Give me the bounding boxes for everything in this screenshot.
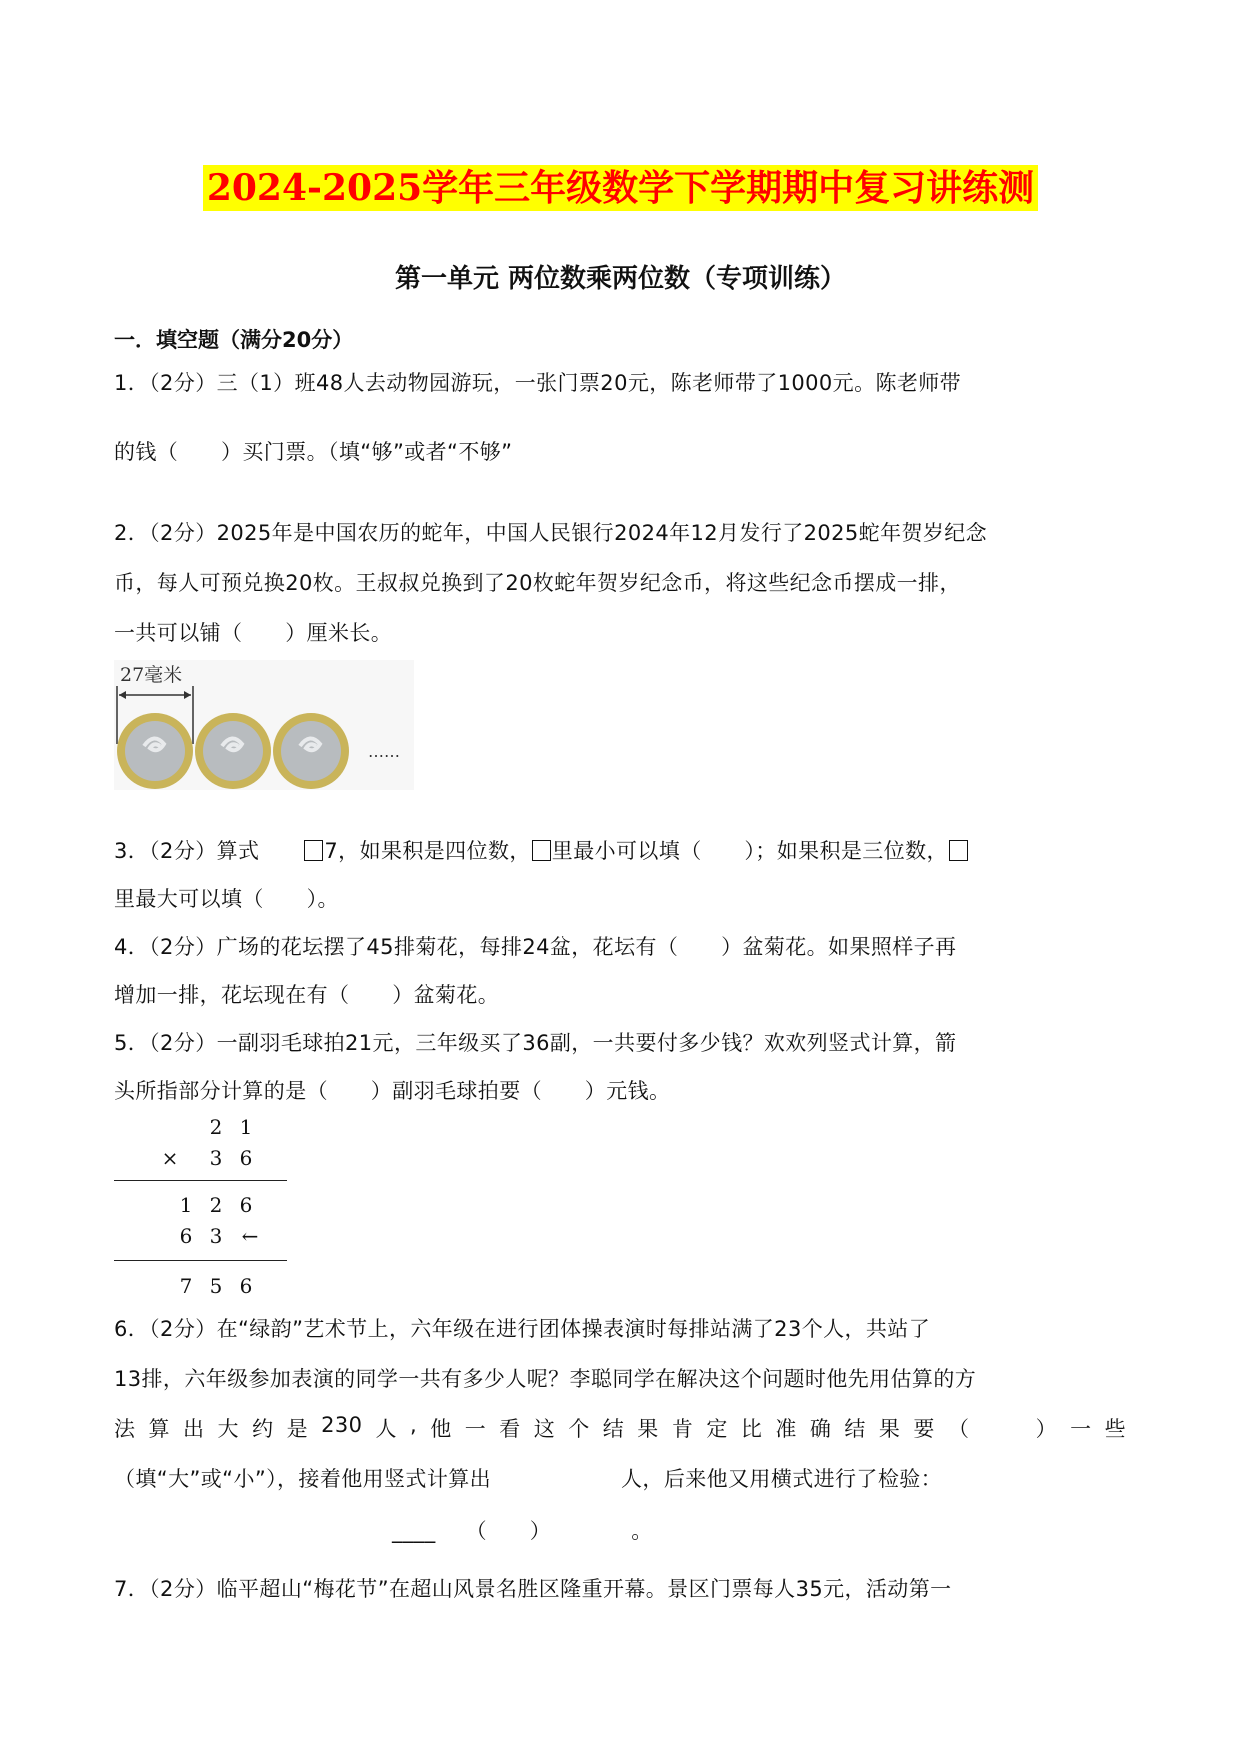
document-title: 2024-2025学年三年级数学下学期期中复习讲练测: [0, 160, 1241, 211]
q6-char: 230: [321, 1413, 363, 1437]
q4-line-2: 增加一排，花坛现在有（ ）盆菊花。: [114, 983, 500, 1007]
coin-ellipsis: ……: [368, 742, 400, 761]
q6-char: 一: [1070, 1417, 1092, 1441]
q6-char: 法: [114, 1417, 136, 1441]
q1-line-2: 的钱（ ）买门票。（填“够”或者“不够”: [114, 440, 513, 464]
calc-digit: 5: [209, 1274, 223, 1298]
section-heading: 一．填空题（满分20分）: [114, 328, 354, 352]
calc-digit: 3: [209, 1224, 223, 1248]
q3-box-3: [949, 840, 968, 861]
coin-figure: [114, 660, 414, 790]
calc-digit: 6: [239, 1146, 253, 1170]
q2-line-1: 2．（2分）2025年是中国农历的蛇年，中国人民银行2024年12月发行了2025蛇年贺岁纪念: [114, 521, 988, 545]
calc-digit: 2: [209, 1193, 223, 1217]
calc-rule-1: [114, 1180, 287, 1181]
q3-box-2: [532, 840, 551, 861]
q6-char: ）: [1035, 1417, 1057, 1441]
q6-line-4: [114, 1463, 942, 1493]
q3-part-b: 7，如果积是四位数，: [324, 839, 531, 863]
q6-char: 肯: [671, 1417, 694, 1441]
unit-subtitle: 第一单元 两位数乘两位数（专项训练）: [394, 264, 847, 294]
q6-char: 些: [1104, 1417, 1126, 1441]
q6-line-4a: （填“大”或“小”），接着他用竖式计算出: [114, 1467, 492, 1491]
times-sign: ×: [161, 1146, 179, 1170]
q6-char: 一: [464, 1417, 487, 1441]
q3-line-2: 里最大可以填（ ）。: [114, 887, 339, 911]
calc-digit: 6: [239, 1274, 253, 1298]
q6-line-1: 6．（2分）在“绿韵”艺术节上，六年级在进行团体操表演时每排站满了23个人，共站了: [114, 1317, 931, 1341]
q3-part-c: 里最小可以填（ ）；如果积是三位数，: [551, 839, 948, 863]
q6-period: 。: [631, 1519, 653, 1543]
calc-digit: 7: [179, 1274, 193, 1298]
calc-digit: 6: [179, 1224, 193, 1248]
vertical-multiplication: [114, 1115, 294, 1305]
q3-line-1: [114, 835, 969, 865]
coin-1: [117, 713, 193, 789]
q6-char: 大: [217, 1417, 239, 1441]
q6-line-4b: 人，后来他又用横式进行了检验：: [621, 1467, 943, 1491]
q6-char: 准: [775, 1417, 797, 1441]
coin-width-label: 27毫米: [120, 664, 183, 686]
q7-line-1: 7．（2分）临平超山“梅花节”在超山风景名胜区隆重开幕。景区门票每人35元，活动第一: [114, 1577, 952, 1601]
coin-2: [195, 713, 271, 789]
q6-char: 要: [913, 1417, 935, 1441]
q6-char: 定: [706, 1417, 728, 1441]
q6-char: 果: [878, 1417, 901, 1441]
q3-box-1: [304, 840, 323, 861]
q6-char: （: [947, 1417, 970, 1441]
q4-line-1: 4．（2分）广场的花坛摆了45排菊花，每排24盆，花坛有（ ）盆菊花。如果照样子再: [114, 935, 957, 959]
q3-part-a: 3．（2分）算式: [114, 839, 260, 863]
calc-digit: 3: [209, 1146, 223, 1170]
q1-line-1: 1．（2分）三（1）班48人去动物园游玩，一张门票20元，陈老师带了1000元。陈老师带: [114, 371, 962, 395]
q6-line-3: [114, 1413, 1126, 1443]
q6-char: 看: [499, 1417, 521, 1441]
q2-line-3: 一共可以铺（ ）厘米长。: [114, 621, 393, 645]
coin-3: [273, 713, 349, 789]
q6-line-5: [392, 1515, 653, 1545]
q6-char: 约: [252, 1417, 274, 1441]
q5-line-1: 5．（2分）一副羽毛球拍21元，三年级买了36副，一共要付多少钱？欢欢列竖式计算，箭: [114, 1031, 957, 1055]
q5-line-2: 头所指部分计算的是（ ）副羽毛球拍要（ ）元钱。: [114, 1079, 671, 1103]
q6-char: 他: [430, 1417, 452, 1441]
q6-char: 结: [602, 1417, 625, 1441]
q6-char: 出: [183, 1417, 205, 1441]
q6-char: 结: [844, 1417, 866, 1441]
q6-char: 人: [375, 1417, 397, 1441]
q6-char: 果: [637, 1417, 659, 1441]
q6-char: 比: [740, 1417, 763, 1441]
calc-digit: 1: [239, 1115, 253, 1139]
calc-rule-2: [114, 1260, 287, 1261]
q6-char: 个: [568, 1417, 590, 1441]
q6-line-2: 13排，六年级参加表演的同学一共有多少人呢？李聪同学在解决这个问题时他先用估算的方: [114, 1367, 977, 1391]
q6-char: 是: [286, 1417, 308, 1441]
q6-char: ,: [410, 1413, 418, 1437]
calc-digit: 6: [239, 1193, 253, 1217]
q6-char: 算: [148, 1417, 170, 1441]
q6-char: 这: [533, 1417, 556, 1441]
q2-line-2: 币，每人可预兑换20枚。王叔叔兑换到了20枚蛇年贺岁纪念币，将这些纪念币摆成一排，: [114, 571, 961, 595]
arrow-left-icon: ←: [241, 1224, 259, 1248]
q6-paren: （ ）: [465, 1519, 552, 1543]
q6-blank: ____: [392, 1519, 436, 1543]
calc-digit: 2: [209, 1115, 223, 1139]
calc-digit: 1: [179, 1193, 193, 1217]
q6-char: 确: [809, 1417, 832, 1441]
